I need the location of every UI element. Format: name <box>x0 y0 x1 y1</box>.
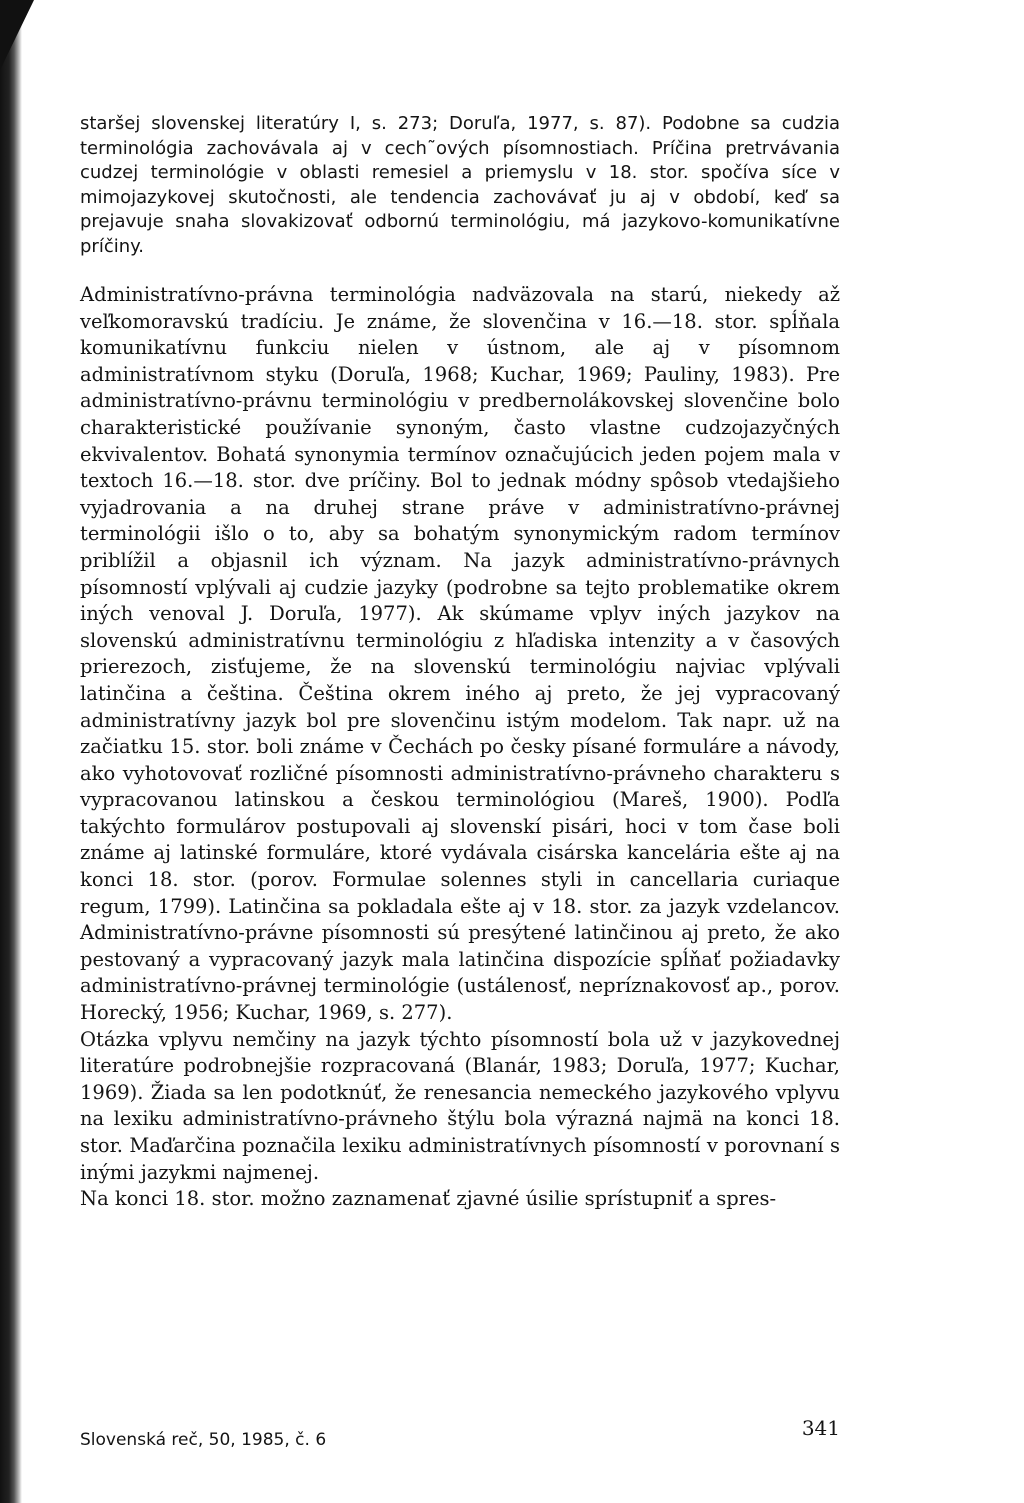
paragraph-3 <box>80 1186 840 1213</box>
scan-page-corner <box>0 0 34 70</box>
paragraph-1 <box>80 282 840 1027</box>
page-footer <box>80 1412 840 1452</box>
paragraph-3-text: Na konci 18. stor. možno zaznamenať zjavné úsilie sprístupniť a spres- <box>80 1187 777 1211</box>
paragraph-1-text: Administratívno-právna terminológia nadväzovala na starú, niekedy až veľkomoravskú tradíciu. Je známe, že slovenčina v 16.—18. stor. spĺňala komunikatívnu funkciu nielen v ústnom, ale aj v písomnom administratívnom styku (Doruľa, 1968; Kuchar, 1969; Pauliny, 1983). Pre administratívno-právnu terminológiu v predbernolákovskej slovenčine bolo charakteristické používanie synoným, často vlastne cudzojazyčných ekvivalentov. Bohatá synonymia termínov označujúcich jeden pojem mala v textoch 16.—18. stor. dve príčiny. Bol to jednak módny spôsob vtedajšieho vyjadrovania a na druhej strane práve v administratívno-právnej terminológii išlo o to, aby sa bohatým synonymickým radom termínov priblížil a objasnil ich význam. Na jazyk administratívno-právnych písomností vplývali aj cudzie jazyky (podrobne sa tejto problematike okrem iných venoval J. Doruľa, 1977). Ak skúmame vplyv iných jazykov na slovenskú administratívnu terminológiu z hľadiska intenzity a v časových prierezoch, zisťujeme, že na slovenskú terminológiu najviac vplývali latinčina a čeština. Čeština okrem iného aj preto, že jej vypracovaný administratívny jazyk bol pre slovenčinu istým modelom. Tak napr. už na začiatku 15. stor. boli známe v Čechách po česky písané formuláre a návody, ako vyhotovovať rozličné písomnosti administratívno-právneho charakteru s vypracovanou latinskou a českou terminológiou (Mareš, 1900). Podľa takýchto formulárov postupovali aj slovenskí pisári, hoci v tom čase boli známe aj latinské formuláre, ktoré vydávala cisárska kancelária ešte aj na konci 18. stor. (porov. Formulae solennes styli in cancellaria curiaque regum, 1799). Latinčina sa pokladala ešte aj v 18. stor. za jazyk vzdelancov. Administratívno-právne písomnosti sú presýtené latinčinou aj preto, že ako pestovaný a vypracovaný jazyk mala latinčina dispozície spĺňať požiadavky administratívno-právnej terminológie (ustálenosť, nepríznakovosť ap., porov. Horecký, 1956; Kuchar, 1969, s. 277). <box>80 283 840 1025</box>
scan-page-edge <box>0 0 22 1503</box>
paragraph-2 <box>80 1027 840 1187</box>
paragraph-2-text: Otázka vplyvu nemčiny na jazyk týchto písomností bola už v jazykovednej literatúre podrobnejšie rozpracovaná (Blanár, 1983; Doruľa, 1977; Kuchar, 1969). Žiada sa len podotknúť, že renesancia nemeckého jazykového vplyvu na lexiku administratívno-právneho štýlu bola výrazná najmä na konci 18. stor. Maďarčina poznačila lexiku administratívnych písomností v porovnaní s inými jazykmi najmenej. <box>80 1027 840 1184</box>
journal-citation: Slovenská reč, 50, 1985, č. 6 <box>80 1430 327 1450</box>
footnote-text: staršej slovenskej literatúry I, s. 273; Doruľa, 1977, s. 87). Podobne sa cudzia terminológia zachovávala aj v cech˜ových písomnostiach. Príčina pretrvávania cudzej terminológie v oblasti remesiel a priemyslu v 18. stor. spočíva síce v mimojazykovej skutočnosti, ale tendencia zachovávať ju aj v období, keď sa prejavuje snaha slovakizovať odbornú terminológiu, má jazykovo-komunikatívne príčiny. <box>80 113 840 257</box>
main-text <box>80 282 840 1213</box>
page-number: 341 <box>801 1416 840 1440</box>
